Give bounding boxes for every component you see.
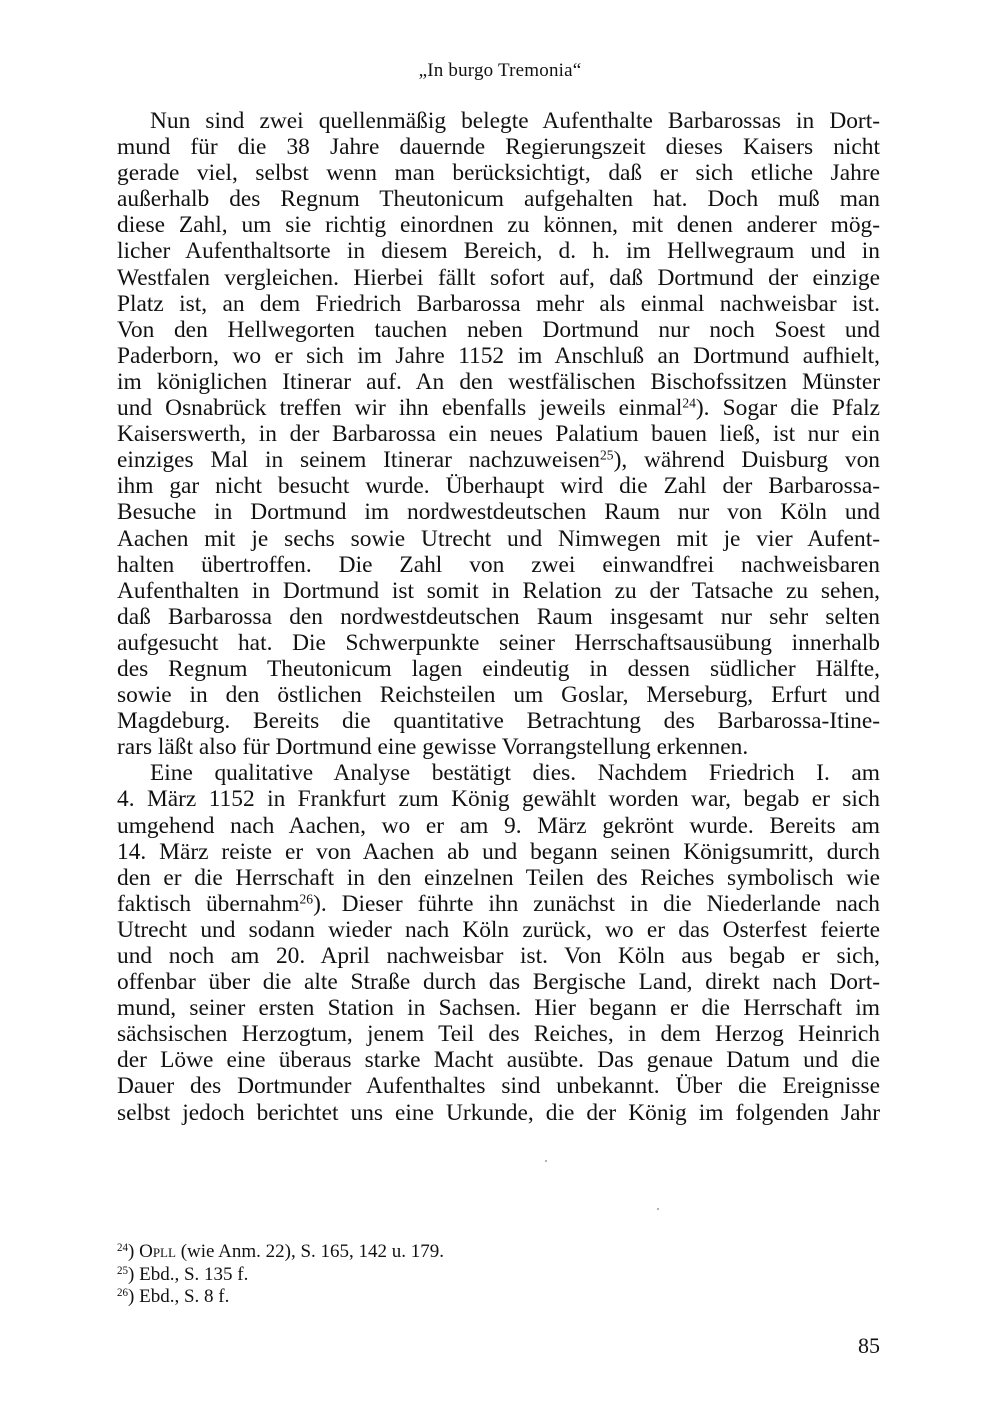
scan-speck bbox=[545, 1160, 547, 1162]
text-line: Dauer des Dortmunder Aufenthaltes sind unbekannt. Über die Ereignisse bbox=[117, 1073, 880, 1100]
text-line: Aufenthalten in Dortmund ist somit in Relation zu der Tatsache zu sehen, bbox=[117, 577, 880, 604]
footnote-number: 25 bbox=[117, 1264, 129, 1277]
text-line: mund, seiner ersten Station in Sachsen. Hier begann er die Herrschaft im bbox=[117, 995, 880, 1022]
text-line: Aachen mit je sechs sowie Utrecht und Nimwegen mit je vier Aufent- bbox=[117, 525, 880, 552]
text-line: einziges Mal in seinem Itinerar nachzuweisen$^{25}$), während Duisburg von bbox=[117, 447, 880, 474]
text-line: mund für die 38 Jahre dauernde Regierungszeit dieses Kaisers nicht bbox=[117, 134, 880, 161]
running-head: „In burgo Tremonia“ bbox=[418, 60, 582, 81]
text-line: halten übertroffen. Die Zahl von zwei einwandfrei nachweisbaren bbox=[117, 551, 880, 578]
text-line: Paderborn, wo er sich im Jahre 1152 im Anschluß an Dortmund aufhielt, bbox=[117, 342, 880, 369]
footnotes bbox=[117, 1241, 717, 1309]
text-line: Eine qualitative Analyse bestätigt dies. Nachdem Friedrich I. am bbox=[150, 760, 880, 787]
text-line: ihm gar nicht besucht wurde. Überhaupt wird die Zahl der Barbarossa- bbox=[117, 473, 880, 500]
text-line: umgehend nach Aachen, wo er am 9. März gekrönt wurde. Bereits am bbox=[117, 812, 880, 839]
footnote-24: $^{24}$) Opll (wie Anm. 22), S. 165, 142 u. 179. bbox=[117, 1241, 445, 1262]
text-line: 4. März 1152 in Frankfurt zum König gewählt worden war, begab er sich bbox=[117, 786, 880, 813]
page-number: 85 bbox=[858, 1333, 880, 1358]
paragraph-2 bbox=[117, 760, 880, 1125]
text-line: des Regnum Theutonicum lagen eindeutig in dessen südlicher Hälfte, bbox=[117, 655, 880, 682]
footnote-number: 26 bbox=[117, 1286, 129, 1299]
text-line: offenbar über die alte Straße durch das Bergische Land, direkt nach Dort- bbox=[117, 969, 880, 996]
text-line: 14. März reiste er von Aachen ab und begann seinen Königsumritt, durch bbox=[117, 838, 880, 865]
text-line: Westfalen vergleichen. Hierbei fällt sofort auf, daß Dortmund der einzige bbox=[117, 264, 880, 291]
text-line: Kaiserswerth, in der Barbarossa ein neues Palatium bauen ließ, ist nur ein bbox=[117, 421, 880, 448]
text-line: sächsischen Herzogtum, jenem Teil des Reiches, in dem Herzog Heinrich bbox=[117, 1021, 880, 1048]
footnote-ref: 25 bbox=[600, 447, 614, 463]
text-line: faktisch übernahm$^{26}$). Dieser führte ihn zunächst in die Niederlande nach bbox=[117, 890, 880, 917]
text-line: selbst jedoch berichtet uns eine Urkunde, die der König im folgenden Jahr bbox=[117, 1099, 880, 1126]
text-line: rars läßt also für Dortmund eine gewisse Vorrangstellung erkennen. bbox=[117, 734, 749, 761]
footnote-ref: 26 bbox=[299, 891, 314, 907]
footnote-26: $^{26}$) Ebd., S. 8 f. bbox=[117, 1286, 230, 1307]
footnote-author: Opll bbox=[134, 1241, 176, 1262]
text-line: Von den Hellwegorten tauchen neben Dortmund nur noch Soest und bbox=[117, 316, 880, 343]
footnote-ref: 24 bbox=[682, 395, 696, 411]
text-line: der Löwe eine überaus starke Macht ausübte. Das genaue Datum und die bbox=[117, 1047, 880, 1074]
text-line: Platz ist, an dem Friedrich Barbarossa mehr als einmal nachweisbar ist. bbox=[117, 290, 880, 317]
footnote-number: 24 bbox=[117, 1241, 129, 1254]
text-line: außerhalb des Regnum Theutonicum aufgehalten hat. Doch muß man bbox=[117, 186, 880, 213]
text-line: Besuche in Dortmund im nordwestdeutschen Raum nur von Köln und bbox=[117, 499, 880, 526]
main-text bbox=[117, 108, 880, 1126]
text-line: Magdeburg. Bereits die quantitative Betrachtung des Barbarossa-Itine- bbox=[117, 708, 880, 735]
text-line: Utrecht und sodann wieder nach Köln zurück, wo er das Osterfest feierte bbox=[117, 916, 880, 943]
text-line: gerade viel, selbst wenn man berücksichtigt, daß er sich etliche Jahre bbox=[117, 160, 880, 187]
scan-speck bbox=[657, 1208, 659, 1210]
paragraph-1 bbox=[117, 108, 880, 760]
footnote-25: $^{25}$) Ebd., S. 135 f. bbox=[117, 1263, 249, 1285]
text-line: im königlichen Itinerar auf. An den westfälischen Bischofssitzen Münster bbox=[117, 368, 880, 395]
text-line: aufgesucht hat. Die Schwerpunkte seiner Herrschaftsausübung innerhalb bbox=[117, 629, 880, 656]
text-line: den er die Herrschaft in den einzelnen Teilen des Reiches symbolisch wie bbox=[117, 864, 880, 891]
text-line: sowie in den östlichen Reichsteilen um Goslar, Merseburg, Erfurt und bbox=[117, 682, 880, 709]
text-line: und noch am 20. April nachweisbar ist. Von Köln aus begab er sich, bbox=[117, 943, 880, 969]
text-line: und Osnabrück treffen wir ihn ebenfalls jeweils einmal$^{24}$). Sogar die Pfalz bbox=[117, 395, 880, 422]
text-line: diese Zahl, um sie richtig einordnen zu können, mit denen anderer mög- bbox=[117, 212, 880, 239]
text-line: Nun sind zwei quellenmäßig belegte Aufenthalte Barbarossas in Dort- bbox=[150, 108, 880, 134]
text-line: daß Barbarossa den nordwestdeutschen Raum insgesamt nur sehr selten bbox=[117, 603, 880, 630]
text-line: licher Aufenthaltsorte in diesem Bereich, d. h. im Hellwegraum und in bbox=[117, 238, 880, 265]
